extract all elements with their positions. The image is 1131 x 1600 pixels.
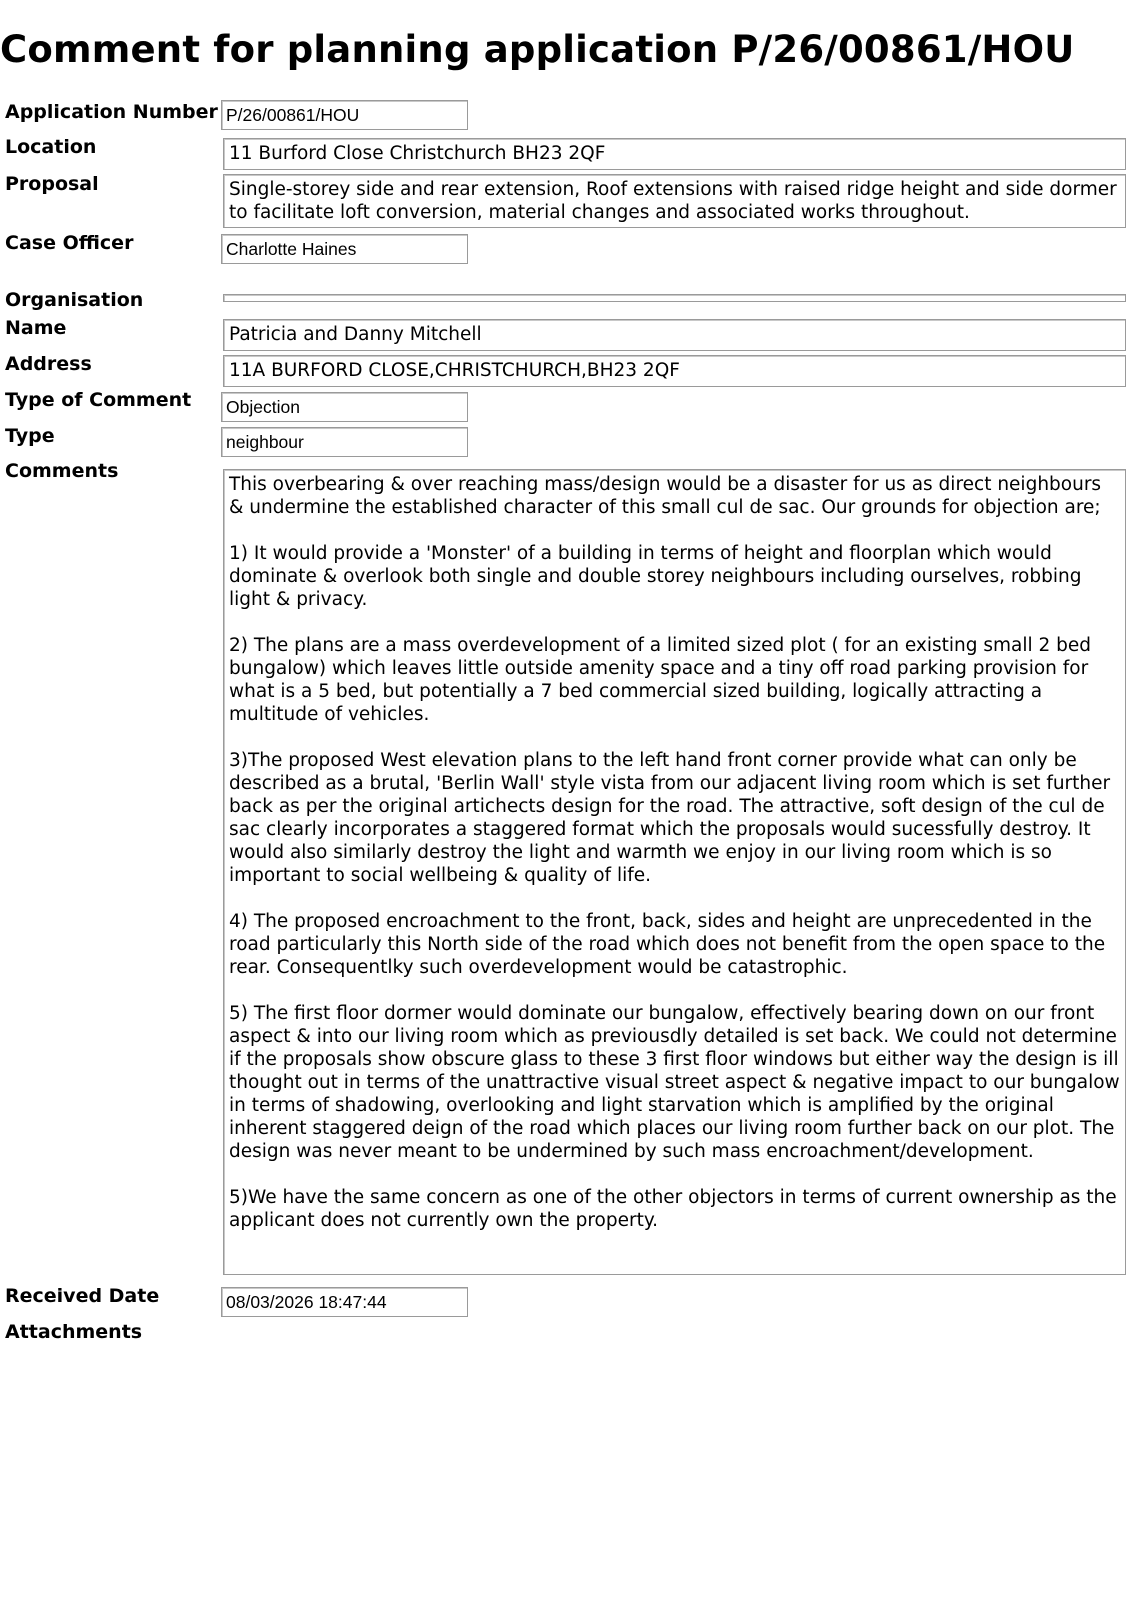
name-field: Patricia and Danny Mitchell	[223, 319, 1126, 351]
page-title: Comment for planning application P/26/00861/HOU	[0, 28, 1075, 71]
received-date-field: 08/03/2026 18:47:44	[221, 1287, 468, 1317]
comments-label: Comments	[5, 460, 119, 482]
proposal-field: Single-storey side and rear extension, Roof extensions with raised ridge height and side dormer to facilitate loft conversion, material changes and associated works throughout.	[223, 174, 1126, 228]
application-number-label: Application Number	[5, 101, 218, 123]
location-label: Location	[5, 136, 97, 158]
organisation-label: Organisation	[5, 289, 144, 311]
comment-paragraph: 1) It would provide a 'Monster' of a building in terms of height and floorplan which would dominate & overlook both single and double storey neighbours including ourselves, robbing light & privacy.	[229, 543, 1082, 610]
comments-field	[223, 469, 1126, 1275]
location-field: 11 Burford Close Christchurch BH23 2QF	[223, 138, 1126, 170]
case-officer-label: Case Officer	[5, 232, 134, 254]
type-of-comment-label: Type of Comment	[5, 389, 192, 411]
comment-paragraph: 5) The first floor dormer would dominate our bungalow, effectively bearing down on our front aspect & into our living room which as previousdly detailed is set back. We could not determine if the proposals show obscure glass to these 3 first floor windows but either way the design is ill thought out in terms of the unattractive visual street aspect & negative impact to our bungalow in terms of shadowing, overlooking and light starvation which is amplified by the original inherent staggered deign of the road which places our living room further back on our plot. The design was never meant to be undermined by such mass encroachment/development.	[229, 1003, 1120, 1162]
case-officer-field: Charlotte Haines	[221, 234, 468, 264]
comment-paragraph: 4) The proposed encroachment to the front, back, sides and height are unprecedented in the road particularly this North side of the road which does not benefit from the open space to the rear. Consequentlky such overdevelopment would be catastrophic.	[229, 911, 1106, 978]
address-label: Address	[5, 353, 92, 375]
type-of-comment-field: Objection	[221, 392, 468, 422]
comment-paragraph: 5)We have the same concern as one of the other objectors in terms of current ownership as the applicant does not currently own the property.	[229, 1187, 1117, 1231]
name-label: Name	[5, 317, 67, 339]
application-number-field: P/26/00861/HOU	[221, 100, 468, 130]
comment-paragraph: This overbearing & over reaching mass/design would be a disaster for us as direct neighbours & undermine the established character of this small cul de sac. Our grounds for objection are;	[229, 474, 1102, 518]
address-field: 11A BURFORD CLOSE,CHRISTCHURCH,BH23 2QF	[223, 355, 1126, 387]
comment-paragraph: 3)The proposed West elevation plans to the left hand front corner provide what can only be described as a brutal, 'Berlin Wall' style vista from our adjacent living room which is set further back as per the original artichects design for the road. The attractive, soft design of the cul de sac clearly incorporates a staggered format which the proposals would sucessfully destroy. It would also similarly destroy the light and warmth we enjoy in our living room which is so important to social wellbeing & quality of life.	[229, 750, 1111, 886]
proposal-label: Proposal	[5, 173, 99, 195]
attachments-label: Attachments	[5, 1321, 143, 1343]
received-date-label: Received Date	[5, 1285, 160, 1307]
comment-paragraph: 2) The plans are a mass overdevelopment of a limited sized plot ( for an existing small 2 bed bungalow) which leaves little outside amenity space and a tiny off road parking provision for what is a 5 bed, but potentially a 7 bed commercial sized building, logically attracting a multitude of vehicles.	[229, 635, 1092, 725]
type-field: neighbour	[221, 427, 468, 457]
organisation-field	[223, 294, 1126, 302]
type-label: Type	[5, 425, 55, 447]
